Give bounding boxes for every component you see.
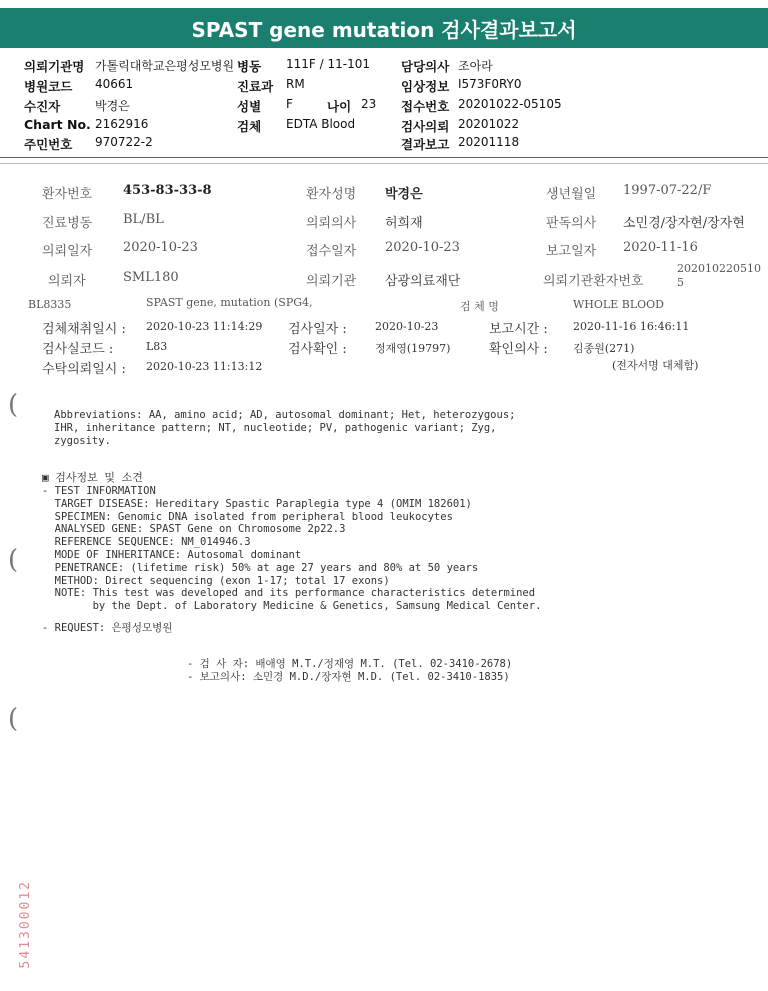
test-code: BL8335: [28, 298, 72, 311]
value-requester: SML180: [123, 270, 179, 285]
value-report-time: 2020-11-16 16:46:11: [573, 320, 690, 333]
value-consignment-time: 2020-10-23 11:13:12: [146, 360, 263, 373]
value-requesting-org: 가톨릭대학교은평성모병원: [95, 59, 235, 73]
label-requesting-doctor: 의뢰의사: [306, 216, 357, 231]
label-attending-doctor: 담당의사: [401, 59, 450, 74]
label-collection-time: 검체채취일시 :: [42, 322, 126, 337]
label-test-confirm: 검사확인 :: [288, 342, 347, 357]
label-lab-code: 검사실코드 :: [42, 342, 114, 357]
abbreviations-text: Abbreviations: AA, amino acid; AD, autosomal dominant; Het, heterozygous; IHR, inheritance pattern; NT, nucleotide; PV, pathogenic variant; Zyg, zygosity.: [54, 409, 516, 447]
request-text: - REQUEST: 은평성모병원: [42, 622, 173, 634]
label-chart-no: Chart No.: [24, 117, 91, 132]
label-department: 진료과: [237, 79, 274, 94]
value-ward-scan: BL/BL: [123, 212, 164, 227]
label-reading-doctor: 판독의사: [546, 216, 597, 231]
label-birth-date: 생년월일: [546, 187, 597, 202]
label-test-date: 검사일자 :: [288, 322, 347, 337]
value-age: 23: [361, 97, 377, 111]
value-requesting-doctor: 허희재: [385, 216, 423, 231]
label-clinical-info: 임상정보: [401, 79, 450, 94]
value-receipt-number: 20201022-05105: [458, 97, 562, 111]
label-result-report: 결과보고: [401, 137, 450, 152]
label-receipt-number: 접수번호: [401, 99, 450, 114]
value-report-date: 2020-11-16: [623, 240, 698, 255]
value-hospital-code: 40661: [95, 77, 134, 91]
report-title: SPAST gene mutation 검사결과보고서: [0, 8, 768, 48]
findings-section-title: ▣ 검사정보 및 소견: [42, 471, 143, 484]
test-name: SPAST gene, mutation (SPG4,: [146, 296, 313, 309]
label-ward-scan: 진료병동: [42, 216, 93, 231]
value-ward: 111F / 11-101: [286, 57, 370, 71]
label-examinee: 수진자: [24, 99, 61, 114]
header-divider-2: [0, 163, 768, 164]
value-receive-date: 2020-10-23: [385, 240, 460, 255]
side-document-code: 541300012: [18, 880, 33, 969]
value-examinee: 박경은: [95, 99, 130, 113]
value-request-date: 2020-10-23: [123, 240, 198, 255]
value-result-report: 20201118: [458, 135, 520, 149]
value-reading-doctor: 소민경/장자현/장자현: [623, 216, 745, 231]
value-attending-doctor: 조아라: [458, 59, 493, 73]
label-specimen-name: 검 체 명: [460, 300, 499, 313]
label-sex: 성별: [237, 99, 262, 114]
label-specimen: 검체: [237, 119, 262, 134]
label-request-date: 의뢰일자: [42, 244, 93, 259]
value-test-date: 2020-10-23: [375, 320, 439, 333]
label-requester: 의뢰자: [48, 274, 86, 289]
value-patient-no: 453-83-33-8: [123, 183, 212, 198]
punch-hole-mark: (: [8, 390, 19, 420]
label-report-date: 보고일자: [546, 244, 597, 259]
value-birth-date: 1997-07-22/F: [623, 183, 712, 198]
value-confirm-doctor: 김종원(271): [573, 342, 635, 355]
test-information-text: - TEST INFORMATION TARGET DISEASE: Hereditary Spastic Paraplegia type 4 (OMIM 182601) SPECIMEN: Genomic DNA isolated from peripheral blood leukocytes ANALYSED GENE: SPAST Gene on Chromosome 2p22.3 REFERENCE SEQUENCE: NM_014946.3 MODE OF INHERITANCE: Autosomal dominant PENETRANCE: (lifetime risk) 50% at age 27 years and 80% at 50 years METHOD: Direct sequencing (exon 1-17; total 17 exons) NOTE: This test was developed and its performance characteristics determined by the Dept. of Laboratory Medicine & Genetics, Samsung Medical Center.: [42, 485, 542, 613]
staff-contact-text: - 검 사 자: 배애영 M.T./정재영 M.T. (Tel. 02-3410-2678) - 보고의사: 소민경 M.D./장자현 M.D. (Tel. 02-3410-1835): [187, 658, 513, 683]
value-specimen: EDTA Blood: [286, 117, 356, 131]
value-chart-no: 2162916: [95, 117, 149, 131]
header-divider: [0, 157, 768, 158]
punch-hole-mark: (: [8, 704, 19, 734]
label-requesting-org-scan: 의뢰기관: [306, 274, 357, 289]
value-org-patient-no-1: 202010220510: [677, 262, 761, 275]
value-clinical-info: I573F0RY0: [458, 77, 522, 91]
value-test-confirm: 정재영(19797): [375, 342, 451, 355]
value-lab-code: L83: [146, 340, 168, 353]
value-collection-time: 2020-10-23 11:14:29: [146, 320, 263, 333]
e-signature-note: (전자서명 대체함): [612, 359, 699, 372]
value-requesting-org-scan: 삼광의료재단: [385, 274, 461, 289]
value-specimen-name: WHOLE BLOOD: [573, 298, 664, 311]
label-requesting-org: 의뢰기관명: [24, 59, 85, 74]
label-test-request: 검사의뢰: [401, 119, 450, 134]
value-org-patient-no-2: 5: [677, 276, 684, 289]
punch-hole-mark: (: [8, 545, 19, 575]
label-receive-date: 접수일자: [306, 244, 357, 259]
label-consignment-time: 수탁의뢰일시 :: [42, 362, 126, 377]
label-age: 나이: [327, 99, 352, 114]
label-ward: 병동: [237, 59, 262, 74]
value-department: RM: [286, 77, 305, 91]
value-sex: F: [286, 97, 293, 111]
label-hospital-code: 병원코드: [24, 79, 73, 94]
label-patient-no: 환자번호: [42, 187, 93, 202]
label-patient-name: 환자성명: [306, 187, 357, 202]
value-test-request: 20201022: [458, 117, 520, 131]
value-resident-no: 970722-2: [95, 135, 153, 149]
label-confirm-doctor: 확인의사 :: [489, 342, 548, 357]
label-org-patient-no: 의뢰기관환자번호: [543, 274, 644, 289]
label-report-time: 보고시간 :: [489, 322, 548, 337]
value-patient-name: 박경은: [385, 187, 423, 202]
label-resident-no: 주민번호: [24, 137, 73, 152]
